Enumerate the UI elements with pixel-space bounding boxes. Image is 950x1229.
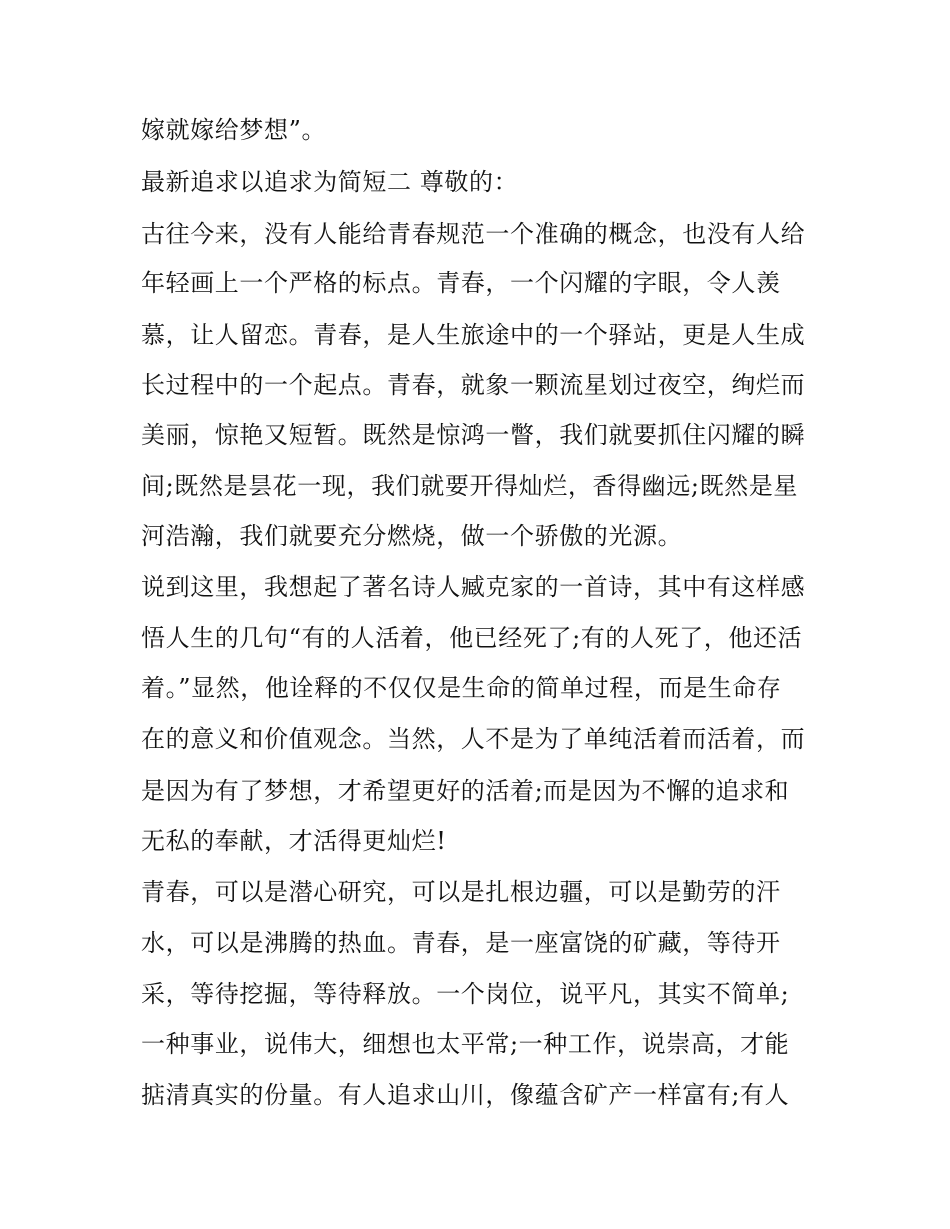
text-line: 古往今来，没有人能给青春规范一个准确的概念，也没有人给	[141, 220, 806, 248]
text-line: 水，可以是沸腾的热血。青春，是一座富饶的矿藏，等待开	[141, 929, 781, 957]
text-line: 慕，让人留恋。青春，是人生旅途中的一个驿站，更是人生成	[141, 321, 806, 349]
text-line: 着。”显然，他诠释的不仅仅是生命的简单过程，而是生命存	[141, 674, 782, 702]
text-line: 青春，可以是潜心研究，可以是扎根边疆，可以是勤劳的汗	[141, 878, 781, 906]
text-line: 无私的奉献，才活得更灿烂!	[141, 827, 447, 855]
text-line: 美丽，惊艳又短暂。既然是惊鸿一瞥，我们就要抓住闪耀的瞬	[141, 421, 806, 449]
text-line: 悟人生的几句“有的人活着，他已经死了;有的人死了，他还活	[141, 624, 803, 652]
text-line: 是因为有了梦想，才希望更好的活着;而是因为不懈的追求和	[141, 777, 790, 805]
text-line: 河浩瀚，我们就要充分燃烧，做一个骄傲的光源。	[141, 522, 683, 550]
text-line: 间;既然是昙花一现，我们就要开得灿烂，香得幽远;既然是星	[141, 472, 798, 500]
text-line: 年轻画上一个严格的标点。青春，一个闪耀的字眼，令人羡	[141, 269, 781, 297]
text-line: 一种事业，说伟大，细想也太平常;一种工作，说崇高，才能	[141, 1030, 790, 1058]
text-line: 掂清真实的份量。有人追求山川，像蕴含矿产一样富有;有人	[141, 1081, 790, 1109]
text-line: 采，等待挖掘，等待释放。一个岗位，说平凡，其实不简单;	[141, 980, 790, 1008]
text-line: 在的意义和价值观念。当然，人不是为了单纯活着而活着，而	[141, 725, 806, 753]
text-line: 长过程中的一个起点。青春，就象一颗流星划过夜空，绚烂而	[141, 371, 806, 399]
text-line: 最新追求以追求为简短二 尊敬的：	[141, 168, 519, 196]
text-line: 说到这里，我想起了著名诗人臧克家的一首诗，其中有这样感	[141, 573, 806, 601]
text-line: 嫁就嫁给梦想”。	[141, 116, 327, 144]
